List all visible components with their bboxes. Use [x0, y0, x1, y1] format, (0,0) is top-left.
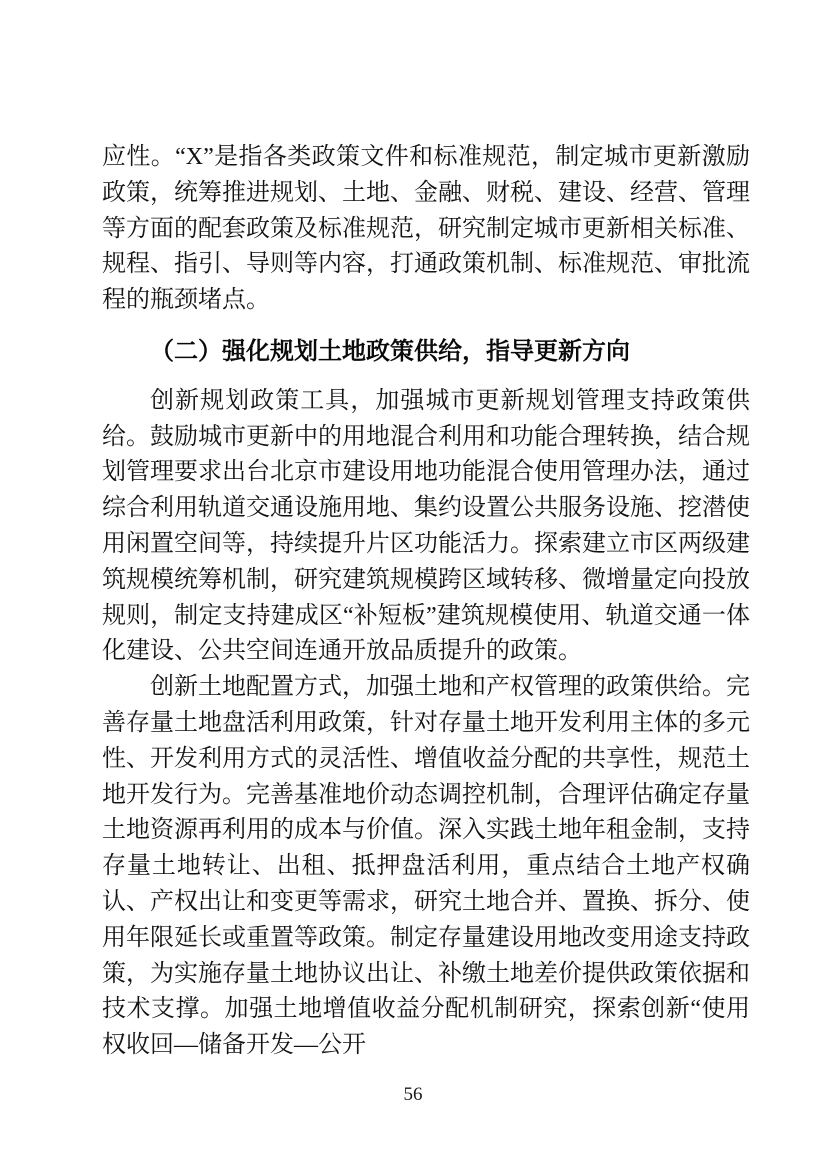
- paragraph-policy-standards-continuation: 应性。“X”是指各类政策文件和标准规范，制定城市更新激励政策，统筹推进规划、土地、金融、财税、建设、经营、管理等方面的配套政策及标准规范，研究制定城市更新相关标准、规程、指引、导则等内容，打通政策机制、标准规范、审批流程的瓶颈堵点。: [102, 144, 750, 314]
- page-number: 56: [403, 1084, 423, 1105]
- paragraph-land-allocation: 创新土地配置方式，加强土地和产权管理的政策供给。完善存量土地盘活利用政策，针对存量土地开发利用主体的多元性、开发利用方式的灵活性、增值收益分配的共享性，规范土地开发行为。完善基准地价动态调控机制，合理评估确定存量土地资源再利用的成本与价值。深入实践土地年租金制，支持存量土地转让、出租、抵押盘活利用，重点结合土地产权确认、产权出让和变更等需求，研究土地合并、置换、拆分、使用年限延长或重置等政策。制定存量建设用地改变用途支持政策，为实施存量土地协议出让、补缴土地差价提供政策依据和技术支撑。加强土地增值收益分配机制研究，探索创新“使用权收回—储备开发—公开: [102, 674, 750, 1059]
- paragraph-planning-policy: 创新规划政策工具，加强城市更新规划管理支持政策供给。鼓励城市更新中的用地混合利用和功能合理转换，结合规划管理要求出台北京市建设用地功能混合使用管理办法，通过综合利用轨道交通设施用地、集约设置公共服务设施、挖潜使用闲置空间等，持续提升片区功能活力。探索建立市区两级建筑规模统筹机制，研究建筑规模跨区域转移、微增量定向投放规则，制定支持建成区“补短板”建筑规模使用、轨道交通一体化建设、公共空间连通开放品质提升的政策。: [102, 387, 750, 665]
- section-heading: （二）强化规划土地政策供给，指导更新方向: [150, 338, 630, 365]
- document-text-block: [102, 140, 750, 1064]
